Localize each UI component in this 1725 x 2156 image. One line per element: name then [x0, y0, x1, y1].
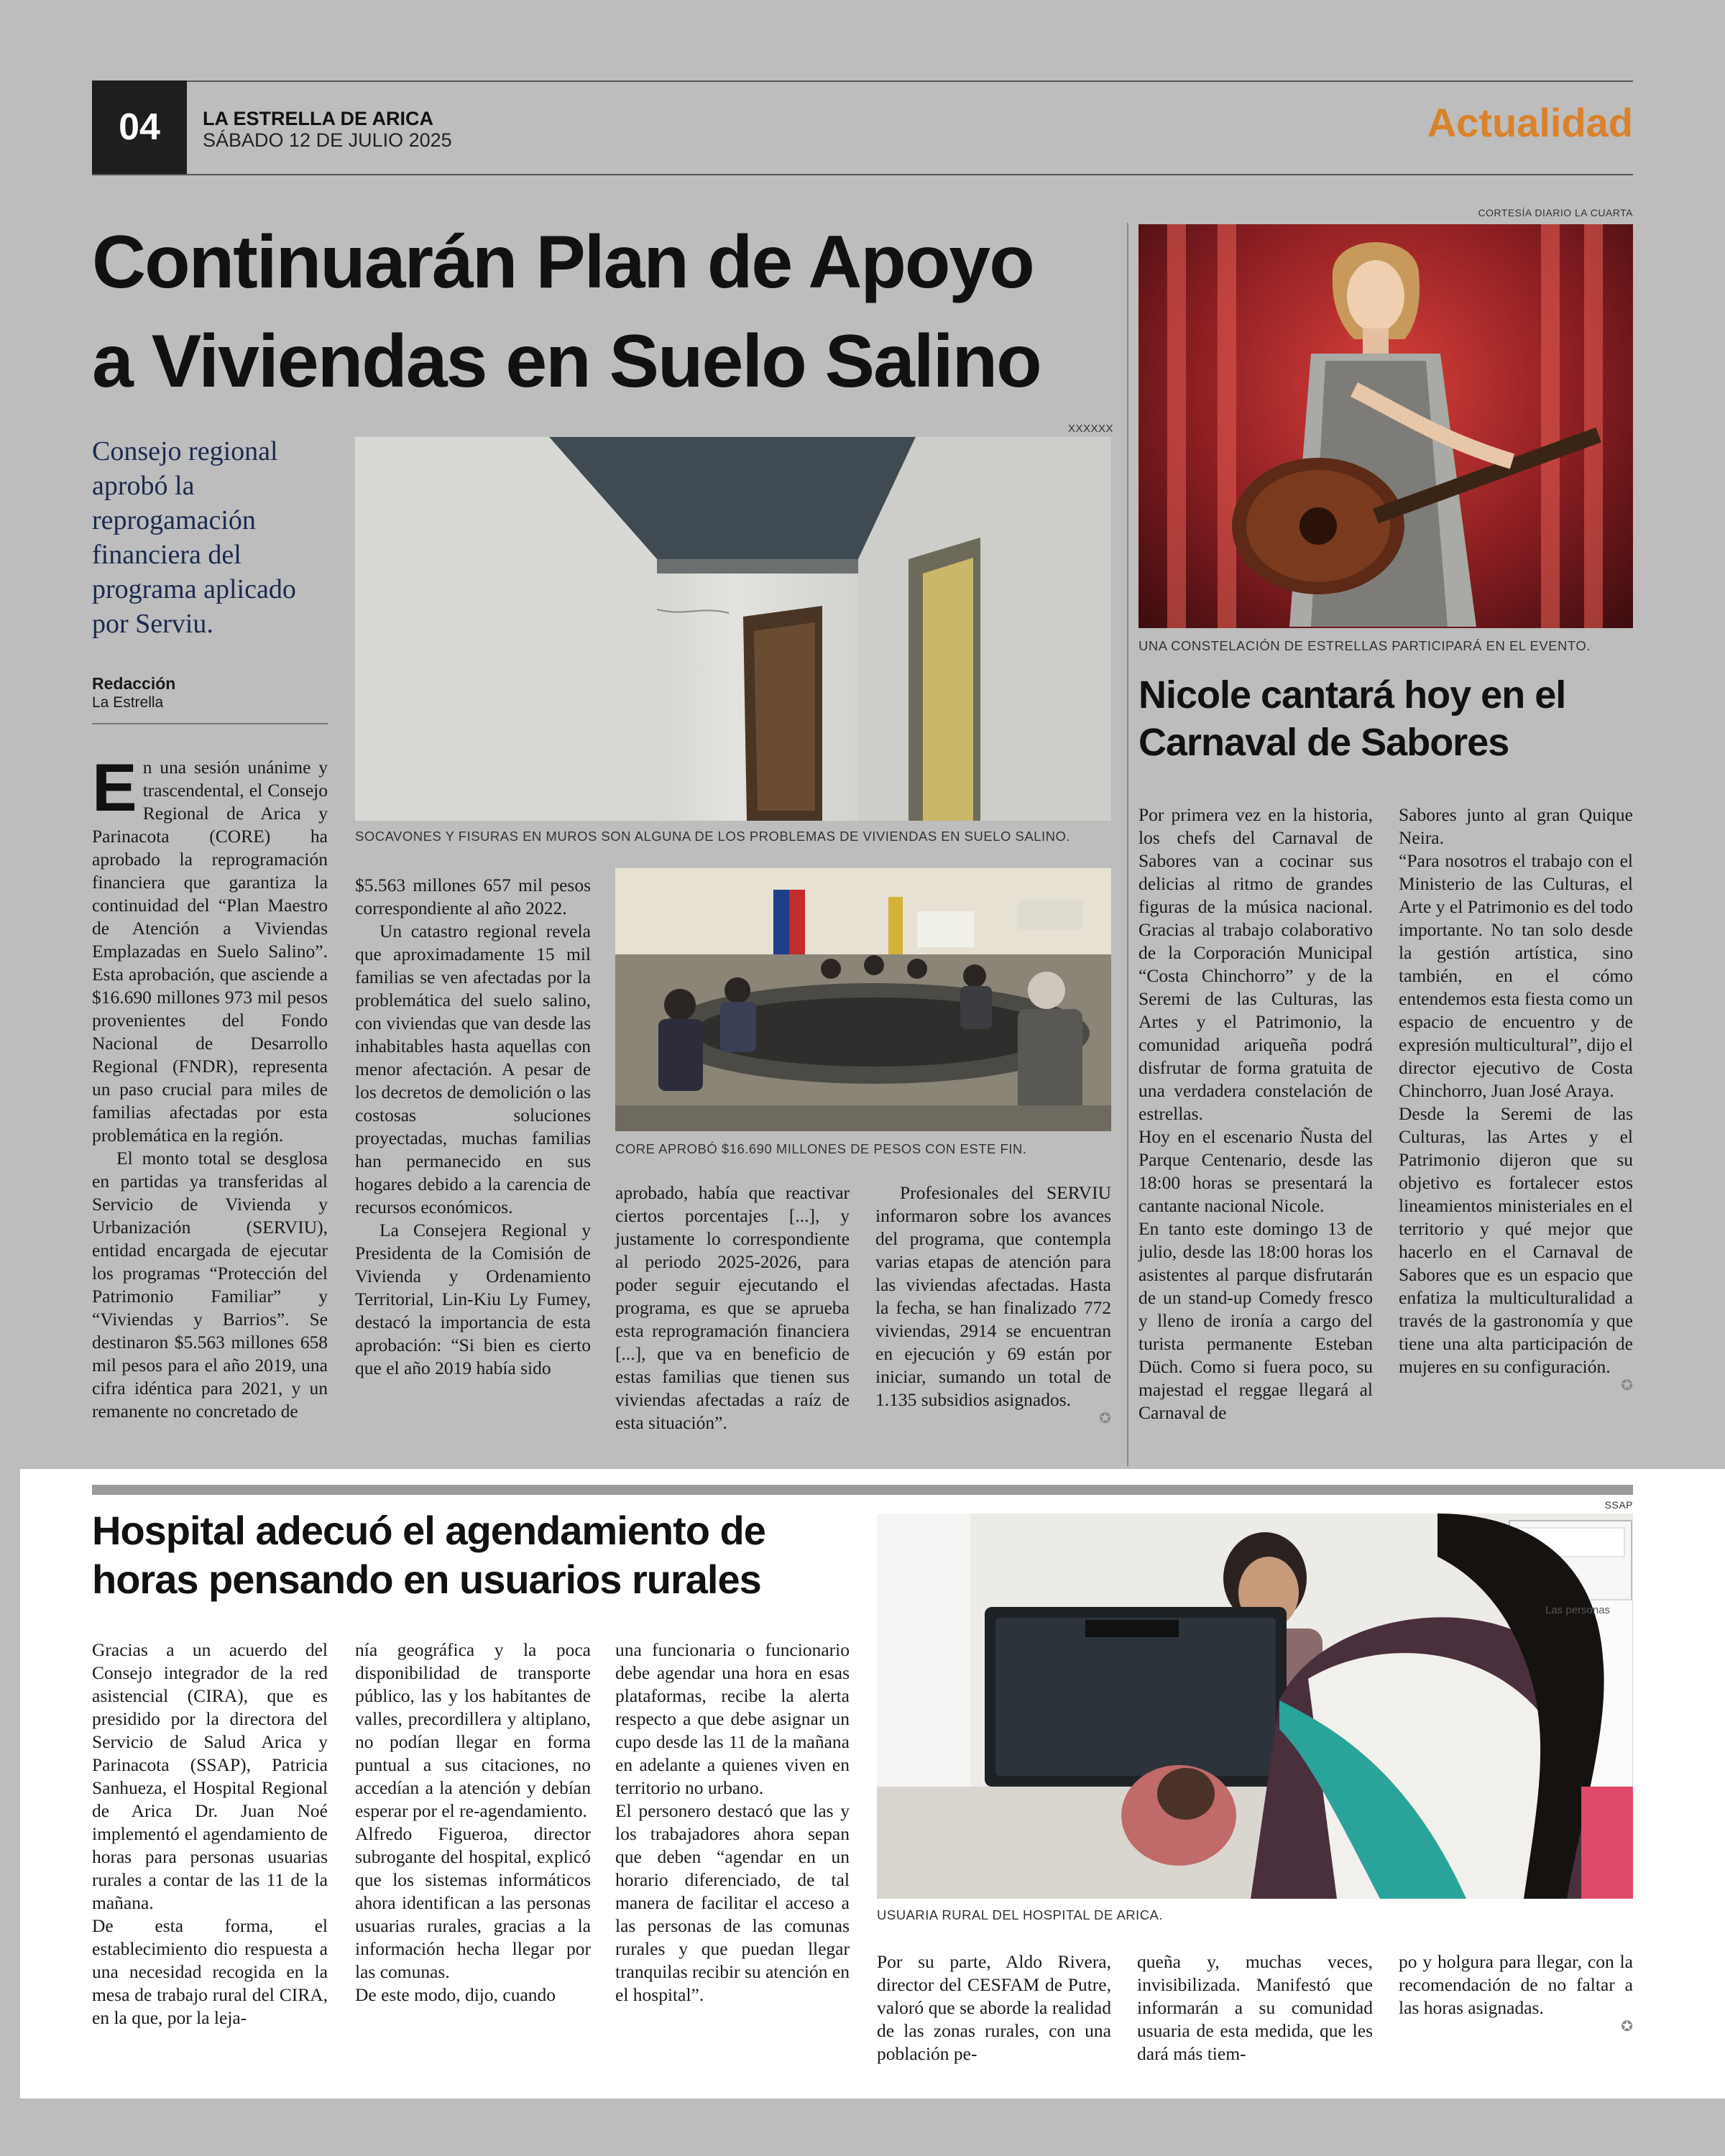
main-col2-p2: Un catastro regional revela que aproximadamente 15 mil familias se ven afectadas por la problemática del suelo salino, con viviendas que van desde las inhabitables hasta aquellas con menor afectación. A pesar de los decretos de demolición o las costosas soluciones proyectadas, muchas familias han permanecido en sus hogares debido a la carencia de recursos económicos.	[355, 921, 591, 1217]
bottom-col2-p2: Alfredo Figueroa, director subrogante del hospital, explicó que los sistemas informáticos ahora identifican a las personas usuarias rurales, gracias a la información hecha llegar por las comunas.	[355, 1823, 591, 1982]
council-photo	[615, 868, 1111, 1131]
dropcap: E	[92, 750, 137, 825]
side-col1-p3: En tanto este domingo 13 de julio, desde las 18:00 horas los asistentes al parque disfrutarán de un stand-up Comedy fresco y lleno de ironía a cargo del turista permanente Esteban Düch. Como si fuera poco, su majestad el reggae llegará al Carnaval de	[1138, 1218, 1373, 1423]
main-headline	[92, 213, 1127, 411]
side-headline-line1: Nicole cantará hoy en el	[1138, 673, 1566, 717]
bottom-col2-p3: De este modo, dijo, cuando	[355, 1984, 556, 2005]
issue-date: SÁBADO 12 DE JULIO 2025	[203, 129, 452, 151]
side-headline-line2: Carnaval de Sabores	[1138, 721, 1509, 764]
bottom-photo-credit: SSAP	[1604, 1499, 1633, 1511]
side-col2-p3: Desde la Seremi de las Culturas, las Artes y el Patrimonio dijeron que su objetivo es fortalecer estos lineamientos ministeriales en el territorio y qué mejor que hacerlo en el Carnaval de Sabores que es un espacio que enfatiza la multiculturalidad a través de la gastronomía y que tiene una alta participación de mujeres en su configuración.	[1399, 1103, 1633, 1377]
bottom-col1-p1: Gracias a un acuerdo del Consejo integrador de la red asistencial (CIRA), que es presidido por la directora del Servicio de Salud Arica y Parinacota (SSAP), Patricia Sanhueza, el Hospital Regional de Arica Dr. Juan Noé implementó el agendamiento de horas para personas usuarias rurales a contar de las 11 de la mañana.	[92, 1639, 328, 1913]
page-number-box	[92, 80, 187, 174]
main-col2-p3: La Consejera Regional y Presidenta de la Comisión de Vivienda y Ordenamiento Territorial, Lin-Kiu Ly Fumey, destacó la importancia de esta aprobación: “Si bien es cierto que el año 2019 había sido	[355, 1220, 591, 1378]
main-col1-p1: n una sesión unánime y trascendental, el Consejo Regional de Arica y Parinacota (CORE) ha aprobado la reprogramación financiera que garantiza la continuidad del “Plan Maestro de Atención a Viviendas Emplazadas en Suelo Salino”. Esta aprobación, que asciende a $16.690 millones 973 mil pesos provenientes del Fondo Nacional de Desarrollo Regional (FNDR), representa un paso crucial para miles de familias afectadas por esta problemática en la región.	[92, 757, 328, 1146]
side-photo-credit: CORTESÍA DIARIO LA CUARTA	[1478, 207, 1633, 218]
bottom-col-3	[615, 1639, 850, 2007]
singer-photo	[1138, 224, 1633, 628]
photo1-credit: XXXXXX	[1068, 423, 1114, 435]
side-col2-p2: “Para nosotros el trabajo con el Ministerio de las Culturas, el Arte y el Patrimonio es del todo importante. No tan solo desde la gestión artística, sino también, en el cómo entendemos esta fiesta como un espacio de encuentro y de expresión multicultural”, dijo el director ejecutivo de Costa Chinchorro, Juan José Araya.	[1399, 850, 1633, 1101]
photo1-caption: SOCAVONES Y FISURAS EN MUROS SON ALGUNA DE LOS PROBLEMAS DE VIVIENDAS EN SUELO SALINO.	[355, 829, 1070, 844]
photo2-caption: CORE APROBÓ $16.690 MILLONES DE PESOS CON ESTE FIN.	[615, 1141, 1027, 1156]
bottom-headline-line2: horas pensando en usuarios rurales	[92, 1557, 761, 1602]
main-col-2	[355, 874, 591, 1380]
bottom-col1-p2: De esta forma, el establecimiento dio respuesta a una necesidad recogida en la mesa de trabajo rural del CIRA, en la que, por la leja-	[92, 1915, 328, 2028]
bottom-headline	[92, 1506, 854, 1604]
bottom-col2-p1: nía geográfica y la poca disponibilidad de transporte público, las y los habitantes de valles, precordillera y altiplano, no podían llegar en forma puntual a sus citaciones, no accedían a la atención y debían esperar por el re-agendamiento.	[355, 1639, 591, 1821]
bottom-col5-p1: queña y, muchas veces, invisibilizada. Manifestó que informarán a su comunidad usuaria de esta medida, que les dará más tiem-	[1137, 1951, 1373, 2064]
main-headline-line2: a Viviendas en Suelo Salino	[92, 320, 1041, 403]
bottom-col-2	[355, 1639, 591, 2007]
side-col-2	[1399, 803, 1633, 1393]
bottom-photo-caption: USUARIA RURAL DEL HOSPITAL DE ARICA.	[877, 1907, 1164, 1922]
bottom-col4-p1: Por su parte, Aldo Rivera, director del CESFAM de Putre, valoró que se aborde la realidad de las zonas rurales, con una población pe-	[877, 1951, 1111, 2064]
bottom-end-mark-icon: ✪	[1621, 2019, 1633, 2035]
main-col-1	[92, 750, 328, 1423]
bottom-col3-p2: El personero destacó que las y los trabajadores ahora sepan que deben “agendar en un horario diferenciado, de tal manera de facilitar el acceso a las personas de las comunas rurales y que puedan llegar tranquilas recibir su atención en el hospital”.	[615, 1800, 850, 2005]
bottom-col3-p1: una funcionaria o funcionario debe agendar una hora en esas plataformas, recibe la alerta respecto a que debe asignar un cupo desde las 11 de la mañana en adelante a quienes viven en territorio no urbano.	[615, 1639, 850, 1798]
side-col1-p2: Hoy en el escenario Ñusta del Parque Centenario, desde las 18:00 horas se presentará la cantante nacional Nicole.	[1138, 1126, 1373, 1216]
bottom-col-4	[877, 1950, 1111, 2065]
main-deck: Consejo regional aprobó la reprogamación financiera del programa aplicado por Serviu.	[92, 436, 296, 639]
main-headline-line1: Continuarán Plan de Apoyo	[92, 221, 1034, 304]
side-col1-p1: Por primera vez en la historia, los chefs del Carnaval de Sabores van a cocinar sus delicias al ritmo de grandes figuras de la música nacional. Gracias al trabajo colaborativo de la Corporación Municipal “Costa Chinchorro” y de la Seremi de las Culturas, las Artes y el Patrimonio, la comunidad ariqueña podrá disfrutar de forma gratuita de una verdadera constelación de estrellas.	[1138, 804, 1373, 1124]
bottom-col-6	[1399, 1950, 1633, 2034]
side-photo-caption: UNA CONSTELACIÓN DE ESTRELLAS PARTICIPARÁ EN EL EVENTO.	[1138, 638, 1591, 653]
newspaper-name: LA ESTRELLA DE ARICA	[203, 108, 433, 129]
byline-name: Redacción	[92, 674, 176, 693]
section-name: Actualidad	[1427, 100, 1633, 145]
bottom-headline-line1: Hospital adecuó el agendamiento de	[92, 1508, 765, 1553]
main-col1-p2: El monto total se desglosa en partidas ya transferidas al Servicio de Vivienda y Urbanización (SERVIU), entidad encargada de ejecutar los programas “Protección del Patrimonio Familiar” y “Viviendas y Barrios”. Se destinaron $5.563 millones 658 mil pesos para el año 2019, una cifra idéntica para 2021, y un remanente no concretado de	[92, 1148, 328, 1422]
main-col3-p1: aprobado, había que reactivar ciertos porcentajes [...], y justamente lo correspondiente al periodo 2025-2026, para poder seguir ejecutando el programa, es que se aprueba esta reprogramación financiera [...], que va en beneficio de estas familias que tienen sus viviendas afectadas a raíz de esta situación”.	[615, 1182, 850, 1433]
hospital-wall-sign: Las personas	[1545, 1604, 1611, 1616]
bottom-col6-p1: po y holgura para llegar, con la recomendación de no faltar a las horas asignadas.	[1399, 1951, 1633, 2018]
main-col2-p1: $5.563 millones 657 mil pesos correspondiente al año 2022.	[355, 875, 591, 918]
byline-org: La Estrella	[92, 694, 164, 711]
page-number: 04	[119, 106, 160, 148]
main-col-3	[615, 1181, 850, 1434]
bottom-col-1	[92, 1639, 328, 2030]
side-end-mark-icon: ✪	[1621, 1378, 1633, 1393]
side-col2-p1: Sabores junto al gran Quique Neira.	[1399, 804, 1633, 848]
side-headline	[1138, 671, 1634, 766]
main-col-4	[875, 1181, 1111, 1426]
main-col4-p1: Profesionales del SERVIU informaron sobre los avances del programa, que contempla varias etapas de atención para las viviendas afectadas. Hasta la fecha, se han finalizado 772 viviendas, 2914 se encuentran en ejecución y 69 están por iniciar, sumando un total de 1.135 subsidios asignados.	[875, 1182, 1111, 1410]
end-mark-icon: ✪	[1099, 1411, 1111, 1427]
hospital-photo	[877, 1514, 1633, 1899]
side-col-1	[1138, 803, 1373, 1424]
bottom-col-5	[1137, 1950, 1373, 2065]
hallway-photo	[355, 437, 1111, 821]
